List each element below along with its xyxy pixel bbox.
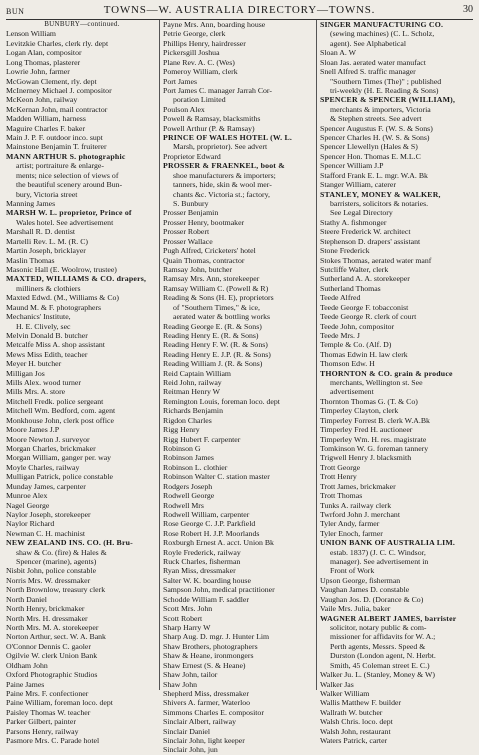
- directory-entry: McKernan John, mail contractor: [6, 104, 108, 114]
- directory-entry: Ramsay Mrs. Ann, storekeeper: [163, 274, 260, 284]
- directory-entry: Temple & Co. (Alf. D): [320, 340, 392, 350]
- directory-entry: Mulligan Patrick, police constable: [6, 472, 113, 482]
- directory-entry: Quain Thomas, contractor: [163, 255, 245, 265]
- directory-entry: Madden William, harness: [6, 114, 86, 124]
- directory-entry: Timperley Clayton, clerk: [320, 406, 399, 416]
- directory-entry: Remington Louis, foreman loco. dept: [163, 396, 280, 406]
- directory-entry: Spencer Hon. Thomas E. M.L.C: [320, 151, 421, 161]
- directory-entry: MANN ARTHUR S. photographic: [6, 151, 126, 161]
- directory-entry: Maxted Edwd. (M., Williams & Co): [6, 293, 120, 303]
- directory-entry: Vaile Mrs. Julia, baker: [320, 604, 391, 614]
- directory-entry: Spencer Llewellyn (Hales & S): [320, 142, 418, 152]
- directory-entry: Shaw Brothers, photographers: [163, 641, 258, 651]
- directory-entry: Marshall R. D. dentist: [6, 227, 76, 237]
- directory-entry: Thomas Edwin H. law clerk: [320, 349, 408, 359]
- directory-entry: Payne Mrs. Ann, boarding house: [163, 20, 266, 29]
- directory-entry: Mechanics' Institute,: [6, 312, 71, 322]
- directory-entry: Martelli Rev. L. M. (R. C): [6, 236, 89, 246]
- directory-column-1: [6, 20, 158, 746]
- directory-entry: Reading Henry E. (R. & Sons): [163, 330, 259, 340]
- directory-entry: Poulson Alex: [163, 104, 205, 114]
- entry-continuation: bury, Victoria street: [16, 189, 78, 199]
- directory-entry: Norris Mrs. W. dressmaker: [6, 575, 91, 585]
- directory-entry: SPENCER & SPENCER (WILLIAM),: [320, 95, 456, 105]
- directory-entry: Upson George, fisherman: [320, 575, 401, 585]
- directory-entry: Pasmore Mrs. C. Parade hotel: [6, 736, 100, 746]
- entry-continuation: shoe manufacturers & importers;: [173, 170, 276, 180]
- directory-entry: Prosser Benjamin: [163, 208, 219, 218]
- page-title: TOWNS—W. AUSTRALIA DIRECTORY—TOWNS.: [103, 4, 376, 16]
- directory-entry: Rose George C. J.P. Parkfield: [163, 519, 256, 529]
- directory-entry: Vaughan Jos. D. (Dorance & Co): [320, 594, 424, 604]
- directory-entry: Walker William: [320, 688, 370, 698]
- directory-entry: Sampson John, medical practitioner: [163, 585, 275, 595]
- directory-entry: McInerney Michael J. compositor: [6, 85, 112, 95]
- directory-entry: Trigwell Henry J. blacksmith: [320, 453, 412, 463]
- entry-continuation: tri-weekly (H. E. Reading & Sons): [330, 85, 439, 95]
- entry-continuation: the beautiful scenery around Bun-: [16, 180, 123, 190]
- entry-continuation: & Stephen streets. See advert: [330, 114, 422, 124]
- directory-entry: Paine Mrs. F. confectioner: [6, 688, 89, 698]
- directory-entry: Nisbit John, police constable: [6, 566, 97, 576]
- directory-entry: Maguire Charles F. baker: [6, 123, 86, 133]
- directory-entry: Oldham John: [6, 660, 48, 670]
- directory-entry: Shaw & Heane, ironmongers: [163, 651, 254, 661]
- directory-entry: Rigg Hubert F. carpenter: [163, 434, 241, 444]
- directory-entry: SINGER MANUFACTURING CO.: [320, 20, 444, 29]
- directory-entry: Shivers A. farmer, Waterloo: [163, 698, 251, 708]
- directory-entry: UNION BANK OF AUSTRALIA LIM.: [320, 538, 456, 548]
- directory-entry: Roxburgh Ernest A. acct. Union Bk: [163, 538, 274, 548]
- directory-entry: Lenson William: [6, 29, 56, 39]
- directory-entry: Ramsay John, butcher: [163, 264, 233, 274]
- directory-entry: North Brownlow, treasury clerk: [6, 585, 106, 595]
- directory-entry: Sharp Aug. D. mgr. J. Hunter Lim: [163, 632, 270, 642]
- directory-entry: Thornton Thomas G. (T. & Co): [320, 396, 418, 406]
- entry-continuation: solicitor, notary public & com-: [330, 623, 427, 632]
- directory-entry: Paisley Thomas W. teacher: [6, 707, 91, 717]
- directory-entry: Trott James, brickmaker: [320, 481, 396, 491]
- directory-entry: Teede Mrs. J: [320, 330, 360, 340]
- directory-entry: Stone Frederick: [320, 246, 370, 256]
- page-number: 30: [463, 4, 473, 15]
- directory-entry: Logan Alan, compositor: [6, 48, 82, 58]
- entry-continuation: Perth agents, Messrs. Speed &: [330, 641, 426, 651]
- directory-entry: Maund M. & F. photographers: [6, 302, 102, 312]
- directory-entry: Morgan Charles, brickmaker: [6, 443, 96, 453]
- directory-entry: Rose Robert H. J.P. Moorlands: [163, 528, 260, 538]
- directory-entry: Wallrath W. butcher: [320, 707, 383, 717]
- directory-entry: Rigdon Charles: [163, 415, 212, 425]
- directory-entry: Stafford Frank E. L. mgr. W.A. Bk: [320, 170, 428, 180]
- directory-entry: Reid Captain William: [163, 368, 231, 378]
- directory-entry: McGowan Clement, rly. dept: [6, 76, 97, 86]
- directory-entry: Prosser Robert: [163, 227, 210, 237]
- directory-entry: Parker Gilbert, painter: [6, 717, 76, 727]
- directory-entry: Simmons Charles E. compositor: [163, 707, 264, 717]
- directory-entry: Sutcliffe Walter, clerk: [320, 264, 389, 274]
- directory-entry: Robinson Walter C. station master: [163, 472, 270, 482]
- directory-entry: Parsons Henry, railway: [6, 726, 79, 736]
- directory-entry: Masonic Hall (E. Woolrow, trustee): [6, 264, 117, 274]
- directory-entry: PROSSER & FRAENKEL, boot &: [163, 161, 285, 171]
- directory-entry: Sloan Jas. aerated water manufact: [320, 57, 426, 67]
- directory-entry: Naylor Joseph, storekeeper: [6, 509, 91, 519]
- directory-entry: North Mrs. H. dressmaker: [6, 613, 88, 623]
- directory-entry: Nagel George: [6, 500, 50, 510]
- running-head-left: BUN: [6, 7, 25, 16]
- entry-continuation: Smith, 45 Coleman street E. C.): [330, 660, 430, 670]
- directory-entry: Levitzkie Charles, clerk rly. dept: [6, 38, 109, 48]
- directory-entry: Tyler Enoch, farmer: [320, 528, 383, 538]
- directory-entry: Stathy A. fishmonger: [320, 217, 387, 227]
- directory-entry: Scott Robert: [163, 613, 203, 623]
- directory-entry: Munday James, carpenter: [6, 481, 86, 491]
- directory-entry: Prosser Wallace: [163, 236, 213, 246]
- entry-continuation: chants &c. Victoria st.; factory,: [173, 189, 270, 199]
- directory-entry: Twrford John J. merchant: [320, 509, 401, 519]
- directory-entry: Powell Arthur (P. & Ramsay): [163, 123, 255, 133]
- directory-entry: Tunks A. railway clerk: [320, 500, 392, 510]
- column-divider: [316, 20, 317, 690]
- entry-continuation: shaw & Co. (fire) & Hales &: [16, 547, 107, 557]
- directory-entry: North Henry, brickmaker: [6, 604, 85, 614]
- directory-entry: Trott Henry: [320, 472, 357, 482]
- directory-entry: North Daniel: [6, 594, 47, 604]
- directory-entry: Proprietor Edward: [163, 151, 221, 161]
- directory-entry: Rigg Henry: [163, 425, 200, 435]
- entry-continuation: (sewing machines) (C. L. Scholz,: [330, 29, 435, 39]
- directory-entry: Oxford Photographic Studios: [6, 670, 98, 680]
- directory-entry: MARSH W. L. proprietor, Prince of: [6, 208, 132, 218]
- directory-entry: Port James C. manager Jarrah Cor-: [163, 85, 272, 95]
- directory-entry: Teede George R. clerk of court: [320, 312, 417, 322]
- entry-continuation: merchants, Wellington st. See: [330, 378, 423, 388]
- directory-entry: Shepherd Miss, dressmaker: [163, 688, 249, 698]
- entry-continuation: milliners & clothiers: [16, 283, 81, 293]
- directory-entry: Paine William, foreman loco. dept: [6, 698, 113, 708]
- directory-entry: Robinson L. clothier: [163, 462, 228, 472]
- directory-entry: Powell & Ramsay, blacksmiths: [163, 114, 261, 124]
- entry-continuation: merchants & importers, Victoria: [330, 104, 431, 114]
- directory-entry: Plane Rev. A. C. (Wes): [163, 57, 235, 67]
- directory-entry: Mainstone Benjamin T. fruiterer: [6, 142, 107, 152]
- directory-entry: Salter W. K. boarding house: [163, 575, 251, 585]
- entry-continuation: agent). See Alphabetical: [330, 38, 406, 48]
- directory-entry: Walker Jas: [320, 679, 354, 689]
- directory-entry: Timperley Fred H. auctioneer: [320, 425, 413, 435]
- directory-entry: Stephenson D. drapers' assistant: [320, 236, 421, 246]
- directory-column-2: [163, 20, 315, 755]
- entry-continuation: poration Limited: [173, 95, 226, 105]
- directory-entry: Walsh Chris. loco. dept: [320, 717, 393, 727]
- entry-continuation: advertisement: [330, 387, 374, 397]
- directory-entry: Teede George F. tobacconist: [320, 302, 409, 312]
- directory-entry: O'Connor Dennis C. gaoler: [6, 641, 91, 651]
- directory-entry: Teede John, compositor: [320, 321, 395, 331]
- entry-continuation: See Legal Directory: [330, 208, 393, 218]
- entry-continuation: manager). See advertisement in: [330, 557, 429, 567]
- directory-entry: Tyler Andy, farmer: [320, 519, 380, 529]
- directory-entry: Sloan A. W: [320, 48, 357, 58]
- directory-entry: Sutherland A. A. storekeeper: [320, 274, 410, 284]
- entry-continuation: Durston (London agent, N. Herbt.: [330, 651, 436, 661]
- directory-entry: Reading Henry E. J.P. (R. & Sons): [163, 349, 271, 359]
- directory-entry: Spencer Charles H. (W. S. & Sons): [320, 133, 430, 143]
- directory-entry: Robinson James: [163, 453, 214, 463]
- directory-entry: Moyle Charles, railway: [6, 462, 80, 472]
- directory-entry: Timperley Forrest B. clerk W.A.Bk: [320, 415, 430, 425]
- entry-continuation: barristers, solicitors & notaries.: [330, 199, 429, 209]
- directory-entry: Steere Frederick W. architect: [320, 227, 411, 237]
- entry-continuation: H. E. Clively, sec: [16, 321, 71, 331]
- directory-entry: Shaw John, tailor: [163, 670, 218, 680]
- entry-continuation: ments; nice selection of views of: [16, 170, 119, 180]
- directory-entry: Reading William J. (R. & Sons): [163, 359, 263, 369]
- directory-entry: Reading Henry F. W. (R. & Sons): [163, 340, 268, 350]
- directory-entry: Walsh John, restaurant: [320, 726, 391, 736]
- directory-entry: Mills Alex. wood turner: [6, 378, 81, 388]
- directory-entry: Spencer Augustus F. (W. S. & Sons): [320, 123, 433, 133]
- directory-entry: Wallis Matthew F. builder: [320, 698, 402, 708]
- entry-continuation: tanners, hide, skin & wool mer-: [173, 180, 272, 190]
- directory-entry: Shaw John: [163, 679, 198, 689]
- directory-entry: Metcalfe Miss A. shop assistant: [6, 340, 105, 350]
- directory-entry: Royle Frederick, railway: [163, 547, 241, 557]
- directory-entry: North Mrs. M. A. storekeeper: [6, 623, 99, 632]
- directory-entry: Thomson Edw. H: [320, 359, 375, 369]
- entry-continuation: Front of Work: [330, 566, 375, 576]
- directory-entry: Monkhouse John, clerk post office: [6, 415, 114, 425]
- directory-entry: Mills Mrs. A. store: [6, 387, 66, 397]
- directory-entry: Scott Mrs. John: [163, 604, 213, 614]
- directory-entry: Rodwell George: [163, 491, 215, 501]
- directory-column-3: [320, 20, 474, 746]
- directory-entry: Rodwell William, carpenter: [163, 509, 250, 519]
- directory-entry: Meyer H. butcher: [6, 359, 62, 369]
- entry-continuation: artist; portraiture & enlarge-: [16, 161, 104, 171]
- directory-entry: Snell Alfred S. traffic manager: [320, 67, 416, 77]
- entry-continuation: estab. 1837) (J. C. C. Windsor,: [330, 547, 426, 557]
- directory-entry: Stokes Thomas, aerated water manf: [320, 255, 432, 265]
- directory-entry: Shaw Ernest (S. & Heane): [163, 660, 246, 670]
- directory-entry: Mitchell Fredk. police sergeant: [6, 396, 104, 406]
- entry-continuation: of "Southern Times," & ice,: [173, 302, 260, 312]
- directory-entry: Milligan Jos: [6, 368, 45, 378]
- directory-entry: Teede Alfred: [320, 293, 361, 303]
- directory-entry: THORNTON & CO. grain & produce: [320, 368, 453, 378]
- directory-entry: Main J. P. F. outdoor inco. supt: [6, 133, 103, 143]
- directory-entry: Pugh Alfred, Cricketers' hotel: [163, 246, 256, 256]
- entry-continuation: Spencer (marine), agents): [16, 557, 97, 567]
- directory-entry: Melvin Donald B. butcher: [6, 330, 88, 340]
- directory-entry: Trott George: [320, 462, 361, 472]
- directory-entry: Maslin Thomas: [6, 255, 55, 265]
- directory-entry: Norton Arthur, sect. W. A. Bank: [6, 632, 106, 642]
- directory-entry: NEW ZEALAND INS. CO. (H. Bru-: [6, 538, 133, 548]
- directory-entry: Prosser Henry, bootmaker: [163, 217, 245, 227]
- directory-entry: Richards Benjamin: [163, 406, 223, 416]
- entry-continuation: Marsh, proprietor). See advert: [173, 142, 268, 152]
- directory-entry: Munroe Alex: [6, 491, 48, 501]
- entry-continuation: aerated water & bottling works: [173, 312, 270, 322]
- directory-entry: Sharp Harry W: [163, 623, 211, 632]
- directory-entry: Mews Miss Edith, teacher: [6, 349, 88, 359]
- directory-entry: Waters Patrick, carter: [320, 736, 388, 746]
- directory-entry: Long Thomas, plasterer: [6, 57, 81, 67]
- directory-entry: Ryan Miss, dressmaker: [163, 566, 236, 576]
- directory-entry: Sinclair Daniel: [163, 726, 210, 736]
- directory-entry: Tomkinson W. G. foreman tannery: [320, 443, 429, 453]
- directory-entry: Pomeroy William, clerk: [163, 67, 238, 77]
- directory-entry: Sutherland Thomas: [320, 283, 381, 293]
- directory-entry: Petrie George, clerk: [163, 29, 226, 39]
- directory-entry: Ruck Charles, fisherman: [163, 557, 241, 567]
- directory-entry: Reading George E. (R. & Sons): [163, 321, 262, 331]
- entry-continuation: "Southern Times (The)" ; published: [330, 76, 442, 86]
- directory-entry: Paine James: [6, 679, 45, 689]
- entry-continuation: S. Bunbury: [173, 199, 209, 209]
- directory-entry: Reitman Henry W: [163, 387, 221, 397]
- directory-entry: Stanger William, caterer: [320, 180, 396, 190]
- directory-entry: Morgan William, ganger per. way: [6, 453, 112, 463]
- directory-entry: Sinclair John, light keeper: [163, 736, 245, 746]
- directory-entry: Moore James J.P: [6, 425, 60, 435]
- directory-entry: Schodde William F. saddler: [163, 594, 249, 604]
- directory-entry: STANLEY, MONEY & WALKER,: [320, 189, 441, 199]
- directory-entry: Moore Newton J. surveyor: [6, 434, 90, 444]
- directory-entry: MAXTED, WILLIAMS & CO. drapers,: [6, 274, 147, 284]
- directory-entry: Newman C. H. machinist: [6, 528, 86, 538]
- section-subheading: BUNBURY—continued.: [44, 20, 120, 28]
- page-header: [6, 4, 473, 18]
- directory-entry: Timperley Wm. H. res. magistrate: [320, 434, 427, 444]
- directory-entry: Robinson G: [163, 443, 201, 453]
- entry-continuation: missioner for affidavits for W. A.;: [330, 632, 436, 642]
- directory-entry: Naylor Richard: [6, 519, 55, 529]
- directory-entry: Reid John, railway: [163, 378, 222, 388]
- entry-continuation: Wales hotel. See advertisement: [16, 217, 114, 227]
- directory-entry: Rodgers Joseph: [163, 481, 213, 491]
- directory-entry: Spencer William J.P: [320, 161, 384, 171]
- directory-entry: Vaughan James D. constable: [320, 585, 410, 595]
- directory-entry: Ogilvie W. clerk Union Bank: [6, 651, 98, 661]
- directory-entry: Pickersgill Joshua: [163, 48, 220, 58]
- directory-entry: Trott Thomas: [320, 491, 363, 501]
- directory-entry: Reading & Sons (H. E), proprietors: [163, 293, 274, 303]
- directory-entry: Ramsay William C. (Powell & R): [163, 283, 269, 293]
- column-divider: [159, 20, 160, 690]
- directory-entry: WAGNER ALBERT JAMES, barrister: [320, 613, 457, 623]
- directory-entry: McKeon John, railway: [6, 95, 78, 105]
- directory-entry: Sinclair John, jun: [163, 745, 218, 755]
- directory-entry: Mitchell Wm. Bedford, com. agent: [6, 406, 116, 416]
- directory-entry: Martin Joseph, bricklayer: [6, 246, 86, 256]
- directory-entry: Port James: [163, 76, 198, 86]
- directory-entry: Walker Ju. L. (Stanley, Money & W): [320, 670, 435, 680]
- directory-entry: Lowrie John, farmer: [6, 67, 70, 77]
- directory-entry: PRINCE OF WALES HOTEL (W. L.: [163, 133, 293, 143]
- directory-entry: Rodwell Mrs: [163, 500, 204, 510]
- directory-entry: Sinclair Albert, railway: [163, 717, 236, 727]
- directory-entry: Phillips Henry, hairdresser: [163, 38, 246, 48]
- directory-entry: Manning James: [6, 199, 56, 209]
